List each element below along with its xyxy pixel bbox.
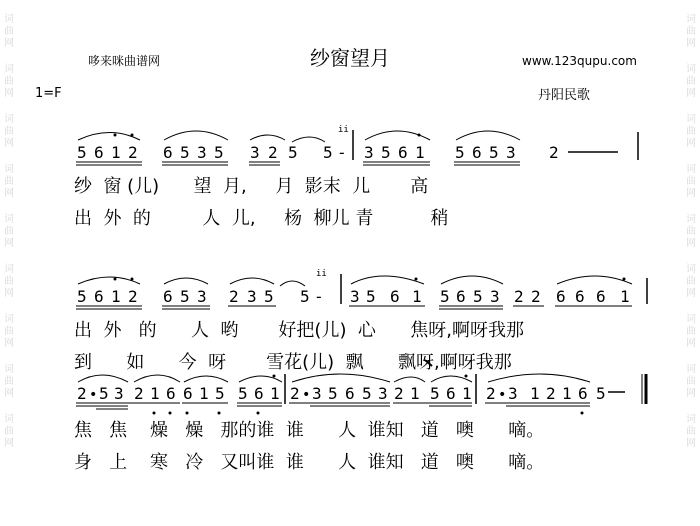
watermark-char: 词	[686, 64, 696, 75]
watermark-char: 网	[4, 88, 14, 99]
svg-text:5: 5	[489, 143, 499, 162]
svg-text:3: 3	[508, 384, 518, 403]
svg-text:5: 5	[440, 287, 450, 306]
svg-text:6: 6	[345, 384, 355, 403]
watermark-char: 曲	[686, 26, 696, 37]
svg-text:1: 1	[462, 384, 472, 403]
watermark-char: 网	[4, 388, 14, 399]
watermark-char: 网	[4, 288, 14, 299]
svg-text:6: 6	[163, 143, 173, 162]
svg-text:1: 1	[415, 143, 425, 162]
svg-text:5: 5	[596, 384, 606, 403]
system-2-lyrics-verse-1: 出 外 的 人 哟 好把(儿) 心 焦呀,啊呀我那	[74, 320, 524, 341]
watermark-char: 网	[4, 238, 14, 249]
watermark-char: 词	[4, 14, 14, 25]
watermark-char: 词	[686, 264, 696, 275]
svg-text:6: 6	[166, 384, 176, 403]
watermark-char: 曲	[686, 226, 696, 237]
svg-text:1: 1	[530, 384, 540, 403]
svg-text:3: 3	[247, 287, 257, 306]
svg-text:1: 1	[562, 384, 572, 403]
watermark-char: 网	[4, 438, 14, 449]
system-2-lyrics-verse-2: 到 如 今 呀 雪花(儿) 飘 飘呀,啊呀我那	[74, 352, 512, 373]
svg-text:2: 2	[128, 143, 138, 162]
svg-text:6: 6	[575, 287, 585, 306]
svg-text:5: 5	[180, 287, 190, 306]
svg-text:5: 5	[430, 384, 440, 403]
song-origin: 丹阳民歌	[538, 88, 591, 103]
watermark-char: 曲	[4, 376, 14, 387]
svg-text:6: 6	[446, 384, 456, 403]
svg-text:2: 2	[514, 287, 524, 306]
watermark-char: 网	[686, 288, 696, 299]
watermark-char: 曲	[686, 176, 696, 187]
svg-text:5: 5	[323, 143, 333, 162]
system-1-lyrics-verse-2: 出 外 的 人 儿, 杨 柳儿 青 稍	[74, 208, 449, 229]
watermark-char: 曲	[4, 26, 14, 37]
system-3-lyrics-verse-1: 焦 焦 燥 燥 那的谁 谁 人 谁知 道 噢 嘀。	[74, 420, 545, 441]
system-3-lyrics-verse-2: 身 上 寒 冷 又叫谁 谁 人 谁知 道 噢 嘀。	[74, 452, 545, 473]
svg-text:5: 5	[366, 287, 376, 306]
svg-text:5: 5	[238, 384, 248, 403]
watermark-char: 曲	[686, 376, 696, 387]
svg-text:2: 2	[531, 287, 541, 306]
svg-text:2: 2	[290, 384, 300, 403]
watermark-char: 词	[686, 164, 696, 175]
svg-text:6: 6	[556, 287, 566, 306]
svg-text:6: 6	[183, 384, 193, 403]
watermark-char: 词	[686, 414, 696, 425]
watermark-char: 词	[4, 314, 14, 325]
svg-text:6: 6	[456, 287, 466, 306]
svg-text:5: 5	[99, 384, 109, 403]
site-name-left: 哆来咪曲谱网	[88, 54, 161, 68]
svg-text:6: 6	[94, 287, 104, 306]
watermark-char: 网	[4, 38, 14, 49]
watermark-char: 曲	[4, 76, 14, 87]
svg-text:6: 6	[94, 143, 104, 162]
system-1-notation	[76, 125, 638, 165]
svg-text:ii: ii	[338, 125, 349, 135]
watermark-char: 网	[4, 338, 14, 349]
watermark-char: 曲	[4, 126, 14, 137]
svg-text:5: 5	[300, 287, 310, 306]
svg-text:2: 2	[229, 287, 239, 306]
watermark-char: 网	[686, 238, 696, 249]
svg-text:3: 3	[490, 287, 500, 306]
svg-text:6: 6	[596, 287, 606, 306]
watermark-char: 网	[686, 38, 696, 49]
svg-text:•: •	[89, 387, 98, 403]
watermark-char: 曲	[4, 226, 14, 237]
svg-text:ii: ii	[316, 269, 327, 279]
watermark-char: 曲	[686, 76, 696, 87]
svg-text:•: •	[302, 387, 311, 403]
svg-text:5: 5	[264, 287, 274, 306]
watermark-char: 曲	[4, 426, 14, 437]
watermark-char: 网	[686, 388, 696, 399]
svg-text:6: 6	[472, 143, 482, 162]
svg-text:5: 5	[180, 143, 190, 162]
svg-text:3: 3	[364, 143, 374, 162]
svg-text:1: 1	[410, 384, 420, 403]
site-url: www.123qupu.com	[522, 54, 637, 68]
svg-text:2: 2	[549, 143, 559, 162]
watermark-char: 曲	[686, 326, 696, 337]
watermark-char: 网	[4, 138, 14, 149]
svg-text:3: 3	[114, 384, 124, 403]
svg-text:3: 3	[350, 287, 360, 306]
watermark-char: 词	[4, 364, 14, 375]
svg-text:6: 6	[254, 384, 264, 403]
svg-text:6: 6	[578, 384, 588, 403]
svg-text:3: 3	[312, 384, 322, 403]
svg-text:2: 2	[394, 384, 404, 403]
svg-text:2: 2	[128, 287, 138, 306]
svg-text:5: 5	[381, 143, 391, 162]
svg-text:5: 5	[362, 384, 372, 403]
svg-text:5: 5	[473, 287, 483, 306]
watermark-char: 网	[686, 338, 696, 349]
watermark-char: 词	[4, 114, 14, 125]
svg-text:2: 2	[486, 384, 496, 403]
watermark-char: 词	[686, 364, 696, 375]
svg-text:1: 1	[150, 384, 160, 403]
watermark-char: 词	[686, 314, 696, 325]
svg-text:5: 5	[214, 143, 224, 162]
svg-text:•: •	[498, 387, 507, 403]
watermark-char: 词	[4, 64, 14, 75]
watermark-char: 网	[4, 188, 14, 199]
svg-text:1: 1	[199, 384, 209, 403]
svg-text:-: -	[337, 143, 347, 162]
svg-text:5: 5	[328, 384, 338, 403]
song-title: 纱窗望月	[310, 46, 390, 70]
svg-text:1: 1	[111, 143, 121, 162]
svg-text:1: 1	[412, 287, 422, 306]
watermark-char: 词	[4, 264, 14, 275]
svg-text:5: 5	[455, 143, 465, 162]
svg-text:3: 3	[250, 143, 260, 162]
svg-text:6: 6	[163, 287, 173, 306]
watermark-char: 曲	[4, 276, 14, 287]
svg-text:6: 6	[398, 143, 408, 162]
key-signature: 1=F	[35, 86, 62, 101]
watermark-char: 曲	[4, 326, 14, 337]
watermark-char: 网	[686, 88, 696, 99]
svg-text:3: 3	[506, 143, 516, 162]
svg-text:-: -	[314, 287, 324, 306]
svg-text:5: 5	[77, 143, 87, 162]
system-2-notation	[76, 269, 647, 309]
svg-text:1: 1	[111, 287, 121, 306]
svg-text:1: 1	[270, 384, 280, 403]
watermark-char: 曲	[686, 276, 696, 287]
svg-text:6: 6	[390, 287, 400, 306]
watermark-char: 词	[686, 214, 696, 225]
svg-text:3: 3	[197, 143, 207, 162]
svg-text:3: 3	[197, 287, 207, 306]
watermark-char: 词	[686, 114, 696, 125]
svg-text:5: 5	[77, 287, 87, 306]
watermark-char: 词	[4, 214, 14, 225]
svg-text:5: 5	[288, 143, 298, 162]
watermark-char: 词	[4, 164, 14, 175]
svg-text:2: 2	[546, 384, 556, 403]
svg-text:3: 3	[378, 384, 388, 403]
watermark-char: 网	[686, 138, 696, 149]
svg-text:5: 5	[215, 384, 225, 403]
watermark-char: 曲	[686, 426, 696, 437]
watermark-char: 曲	[686, 126, 696, 137]
system-1-lyrics-verse-1: 纱 窗 (儿) 望 月, 月 影末 儿 高	[74, 176, 429, 197]
watermark-char: 曲	[4, 176, 14, 187]
svg-text:2: 2	[77, 384, 87, 403]
svg-text:2: 2	[134, 384, 144, 403]
watermark-char: 词	[4, 414, 14, 425]
watermark-char: 网	[686, 188, 696, 199]
svg-text:2: 2	[268, 143, 278, 162]
watermark-char: 网	[686, 438, 696, 449]
svg-text:1: 1	[620, 287, 630, 306]
watermark-char: 词	[686, 14, 696, 25]
